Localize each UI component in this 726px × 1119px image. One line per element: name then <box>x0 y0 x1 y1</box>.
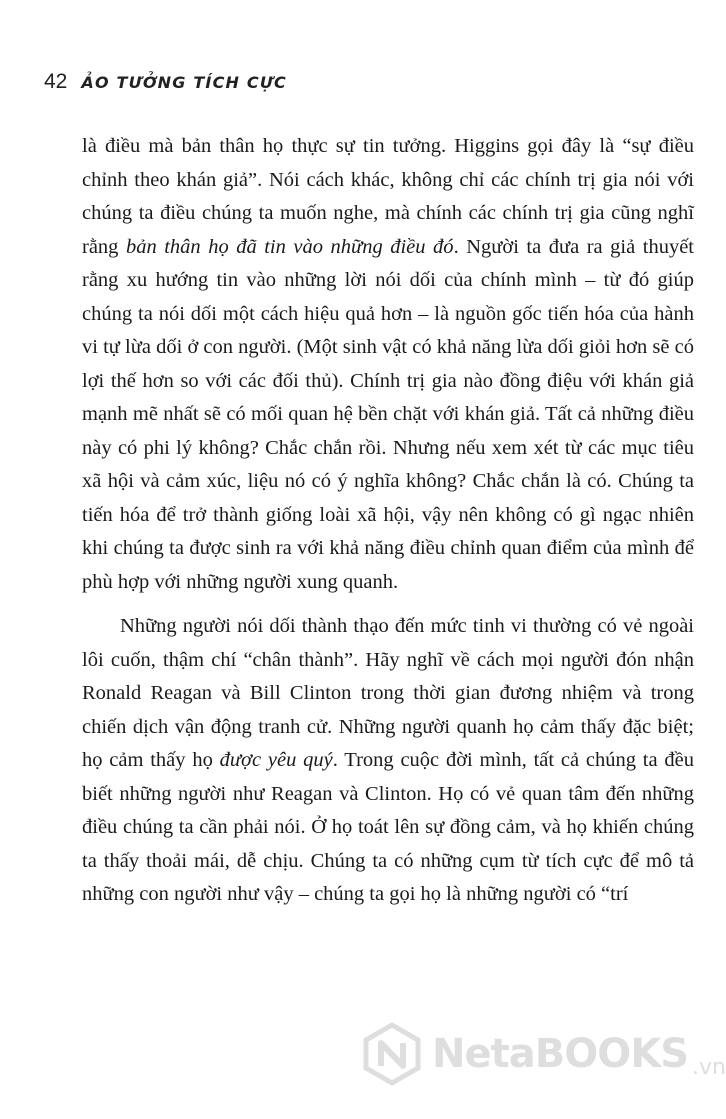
text-span: . Trong cuộc đời mình, tất cả chúng ta đều biết những người như Reagan và Clinton. Họ có vẻ quan tâm đến những điều chúng ta cần phải nói. Ở họ toát lên sự đồng cảm, và họ khiến chúng ta thấy thoải mái, dễ chịu. Chúng ta có những cụm từ tích cực để mô tả những con người như vậy – chúng ta gọi họ là những người có “trí <box>82 749 694 905</box>
text-span: . Người ta đưa ra giả thuyết rằng xu hướng tin vào những lời nói dối của chính mình – từ đó giúp chúng ta nói dối một cách hiệu quả hơn – là nguồn gốc tiến hóa của hành vi tự lừa dối ở con người. (Một sinh vật có khả năng lừa dối giỏi hơn sẽ có lợi thế hơn so với các đối thủ). Chính trị gia nào đồng điệu với khán giả mạnh mẽ nhất sẽ có mối quan hệ bền chặt với khán giả. Tất cả những điều này có phi lý không? Chắc chắn rồi. Nhưng nếu xem xét từ các mục tiêu xã hội và cảm xúc, liệu nó có ý nghĩa không? Chắc chắn là có. Chúng ta tiến hóa để trở thành giống loài xã hội, vậy nên không có gì ngạc nhiên khi chúng ta được sinh ra với khả năng điều chỉnh quan điểm của mình để phù hợp với những người xung quanh. <box>82 235 694 593</box>
watermark <box>360 1022 726 1086</box>
emphasis-text: được yêu quý <box>219 749 333 771</box>
watermark-tld: .vn <box>692 1055 726 1080</box>
page-number: 42 <box>44 70 68 93</box>
paragraph <box>82 610 694 912</box>
running-header <box>44 70 287 94</box>
paragraph <box>82 130 694 599</box>
emphasis-text: bản thân họ đã tin vào những điều đó <box>125 235 454 258</box>
watermark-brand: NetaBOOKS <box>432 1031 689 1077</box>
text-span: là điều mà bản thân họ thực sự tin tưởng. Higgins gọi đây là “sự điều chỉnh theo khán giả”. Nói cách khác, không chỉ các chính trị gia nói với chúng ta điều chúng ta muốn nghe, mà chính các chính trị gia cũng nghĩ rằng <box>82 135 694 258</box>
n-logo-icon <box>360 1022 424 1086</box>
body-text <box>82 130 694 912</box>
text-span: Những người nói dối thành thạo đến mức tinh vi thường có vẻ ngoài lôi cuốn, thậm chí “chân thành”. Hãy nghĩ về cách mọi người đón nhận Ronald Reagan và Bill Clinton trong thời gian đương nhiệm và trong chiến dịch vận động tranh cử. Những người quanh họ cảm thấy đặc biệt; họ cảm thấy họ <box>82 615 694 771</box>
running-title: ẢO TƯỞNG TÍCH CỰC <box>81 73 287 92</box>
